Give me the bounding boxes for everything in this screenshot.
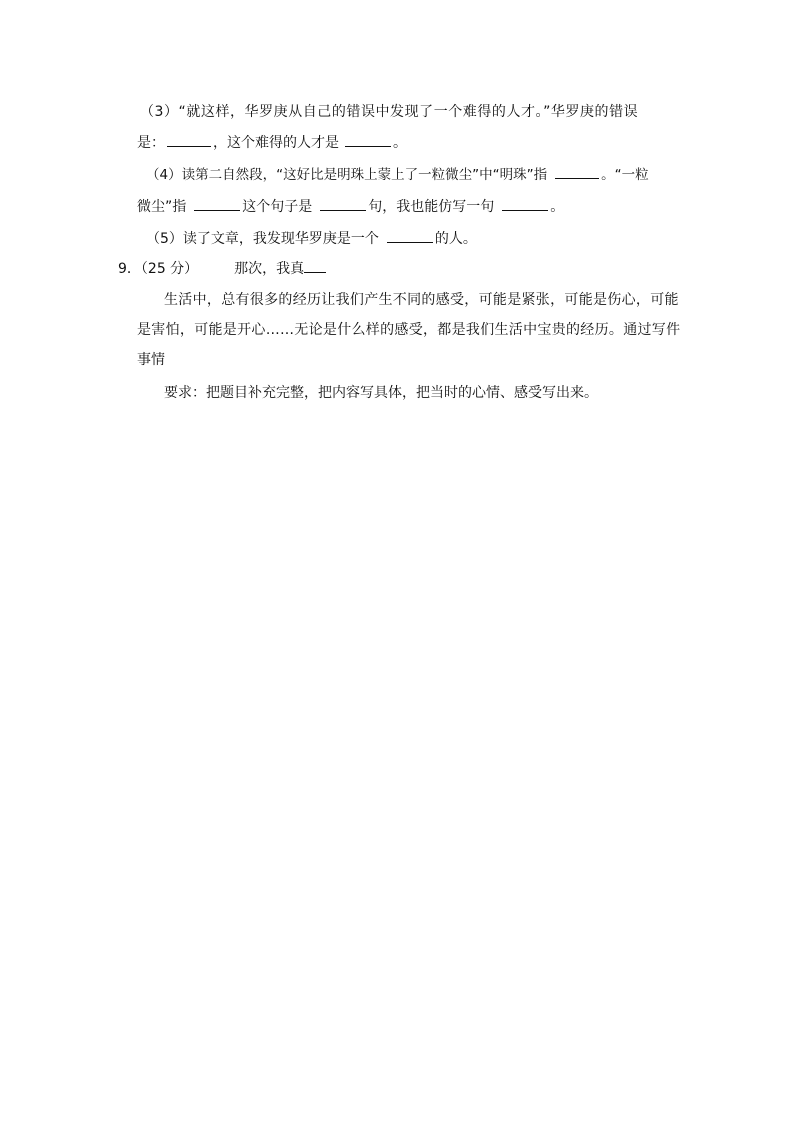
answer-blank-person (387, 228, 433, 243)
answer-blank-talent (345, 132, 391, 147)
q3-line1 (140, 102, 638, 122)
question-number: 9．（25 分） (118, 261, 199, 277)
q9-para-line2: 是害怕，可能是开心……无论是什么样的感受，都是我们生活中宝贵的经历。通过写件 (137, 322, 681, 338)
essay-title: 那次，我真 (234, 261, 305, 277)
q9-para-line1: 生活中，总有很多的经历让我们产生不同的感受，可能是紧张，可能是伤心，可能 (164, 292, 679, 308)
q9-requirement: 要求：把题目补充完整，把内容写具体，把当时的心情、感受写出来。 (164, 385, 598, 401)
answer-blank-imitation (502, 196, 548, 211)
answer-blank-title (304, 258, 326, 273)
answer-blank-sentence-type (320, 196, 366, 211)
q3-line2: 是： ，这个难得的人才是 。 (137, 132, 407, 153)
q4-line2: 微尘”指 这个句子是 句，我也能仿写一句 。 (137, 196, 564, 217)
answer-blank-error (167, 132, 211, 147)
answer-blank-pearl (555, 164, 599, 179)
q5-line: （5）读了文章，我发现华罗庚是一个 的人。 (146, 228, 477, 249)
q3-question-text: （3）“就这样，华罗庚从自己的错误中发现了一个难得的人才。”华罗庚的错误 (140, 104, 639, 120)
answer-blank-dust (194, 196, 240, 211)
q9-header (118, 258, 328, 279)
q9-para-line3: 事情 (137, 352, 165, 368)
q4-line1: （4）读第二自然段，“这好比是明珠上蒙上了一粒微尘”中“明珠”指 。“一粒 (146, 164, 649, 185)
